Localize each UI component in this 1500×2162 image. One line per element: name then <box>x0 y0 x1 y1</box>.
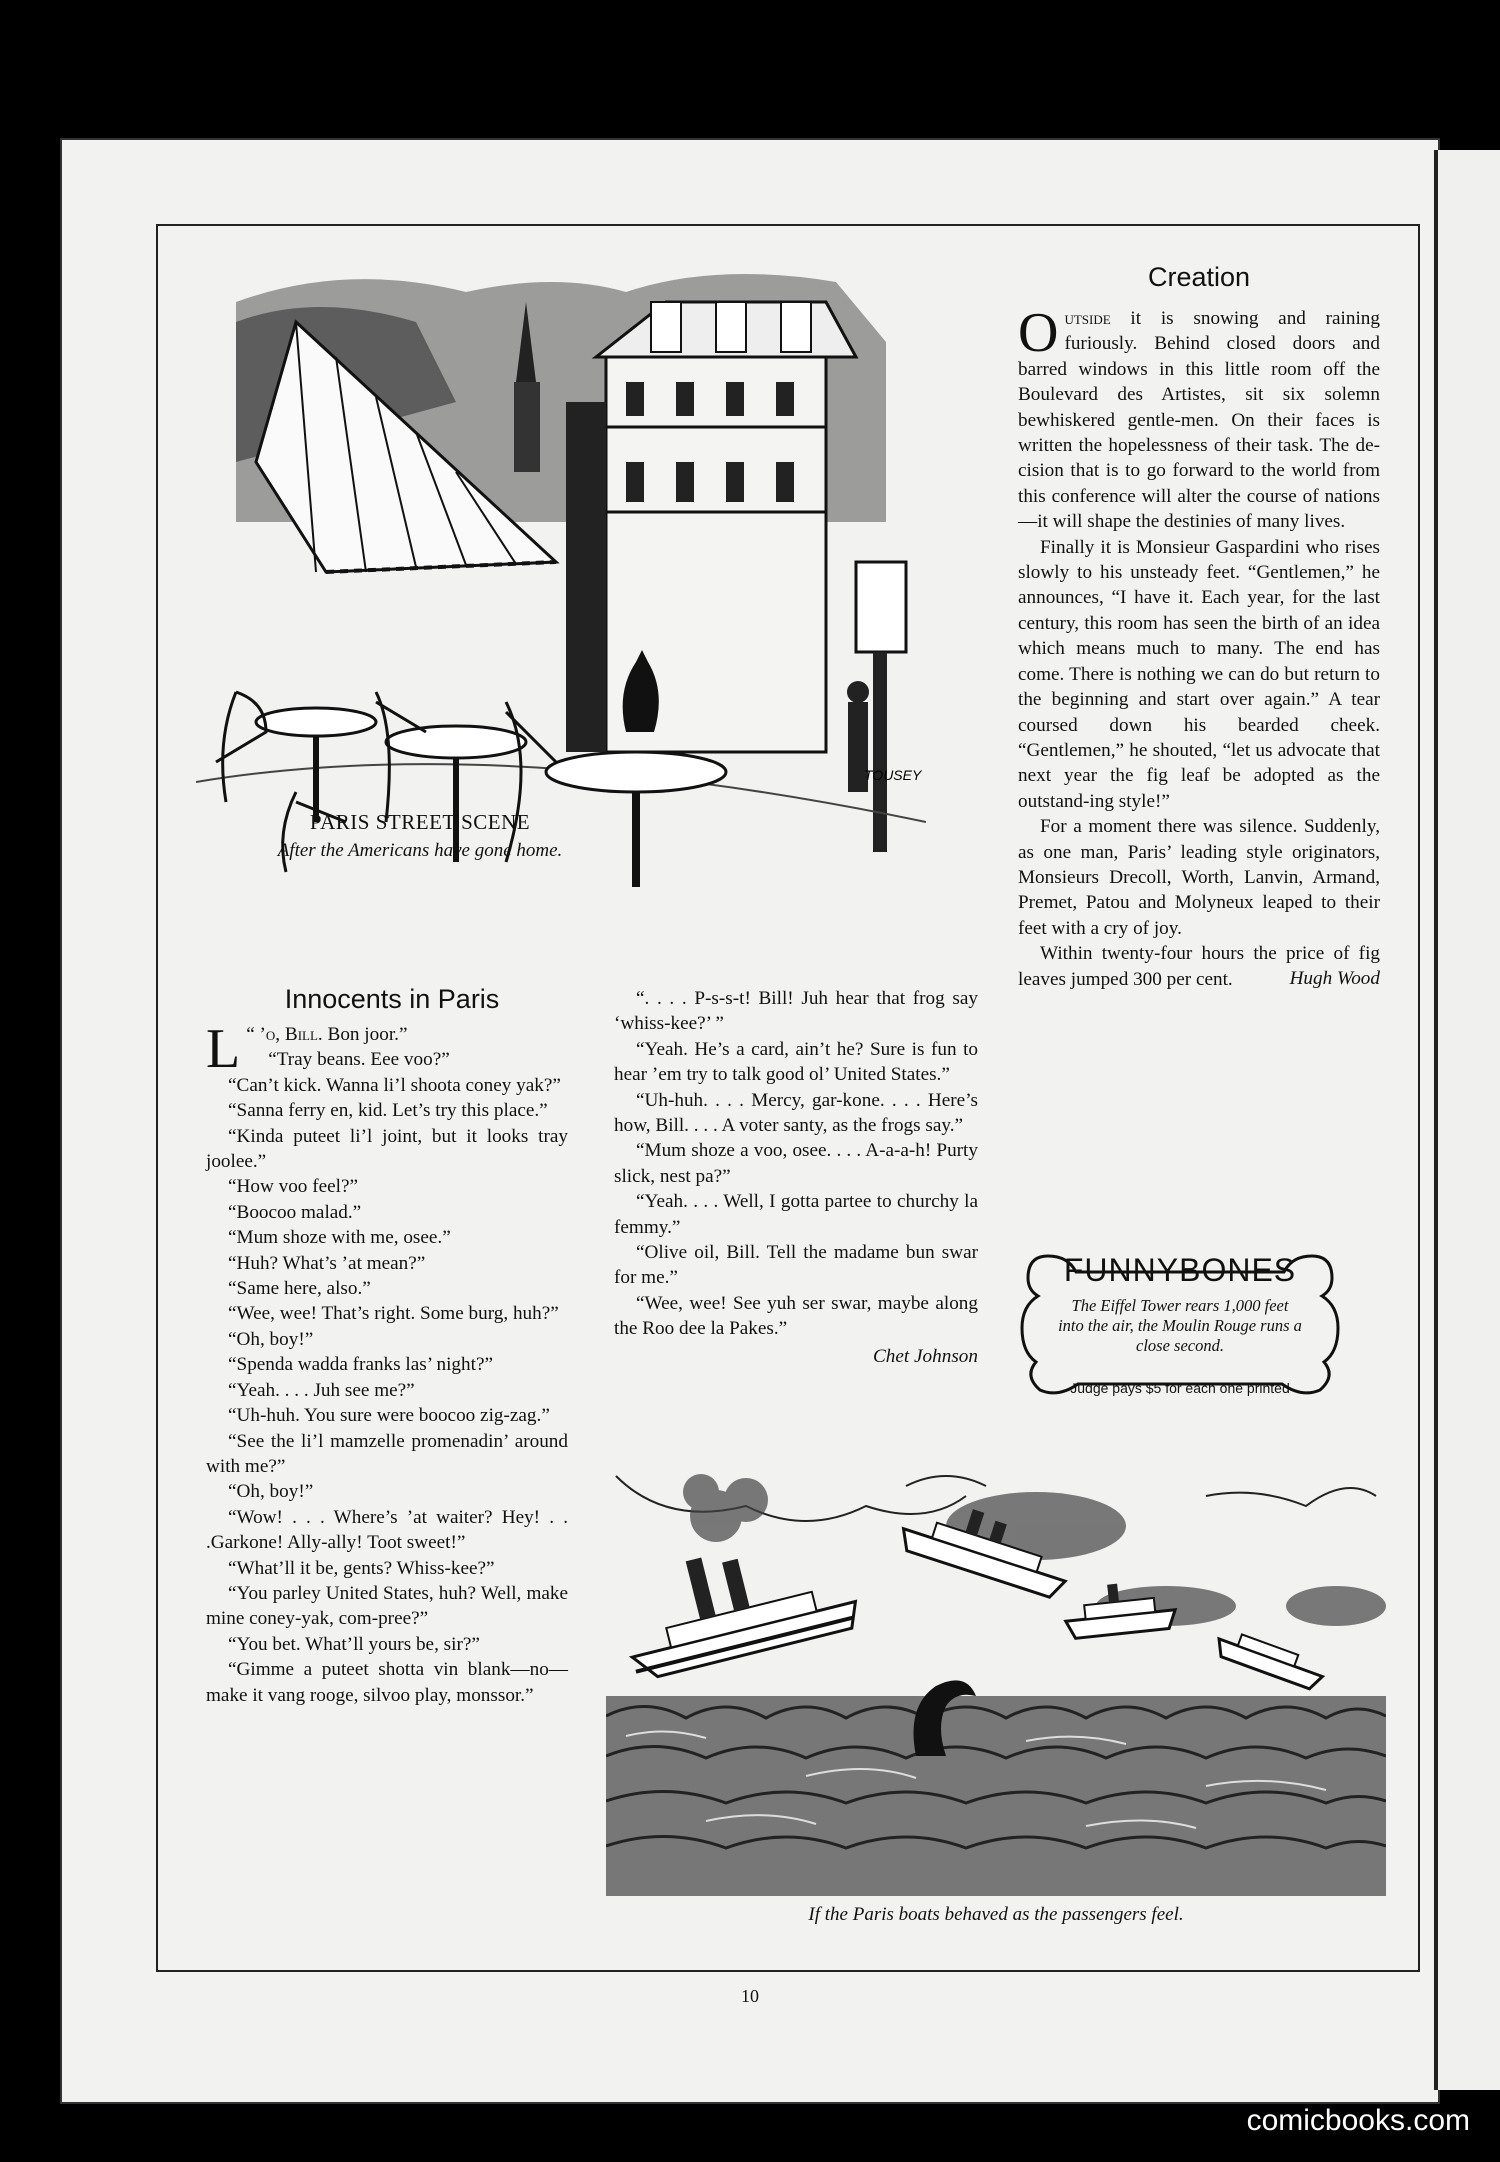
innocents-author: Chet Johnson <box>873 1345 978 1367</box>
innocents-title: Innocents in Paris <box>284 984 500 1014</box>
innocents-col1-paragraph: “Wow! . . . Where’s ’at waiter? Hey! . . .Garkone! Ally-ally! Toot sweet!” <box>206 1506 568 1554</box>
boats-caption: If the Paris boats behaved as the passengers feel. <box>808 1904 1184 1925</box>
innocents-col1-paragraph: “Kinda puteet li’l joint, but it looks tray joolee.” <box>206 1125 568 1173</box>
innocents-col1-paragraph: “Oh, boy!” <box>228 1481 314 1503</box>
innocents-col1-paragraphs <box>206 1047 568 1708</box>
innocents-col2-paragraph: “Mum shoze a voo, osee. . . . A-a-a-h! Purty slick, nest pa?” <box>614 1140 978 1187</box>
creation-column <box>1018 302 1380 991</box>
innocents-col2-paragraphs <box>614 986 978 1342</box>
innocents-column-2 <box>614 986 978 1369</box>
innocents-col2-paragraph: “Yeah. He’s a card, ain’t he? Sure is fun to hear ’em try to talk good ol’ United States.” <box>614 1038 978 1086</box>
street-scene-title: PARIS STREET SCENE <box>309 810 531 834</box>
facing-page-edge <box>1434 150 1500 2090</box>
street-scene-drawing <box>196 262 926 892</box>
page-number: 10 <box>741 1986 759 2006</box>
innocents-col1-paragraph: “How voo feel?” <box>228 1176 358 1198</box>
innocents-col1-paragraph: “Sanna ferry en, kid. Let’s try this place.” <box>228 1100 548 1122</box>
artist-signature: TOUSEY <box>864 767 922 783</box>
funnybones-joke: The Eiffel Tower rears 1,000 feet into the air, the Moulin Rouge runs a close second. <box>1058 1296 1302 1355</box>
creation-paragraph: For a moment there was silence. Suddenly, as one man, Paris’ leading style originators, Monsieurs Drecoll, Worth, Lanvin, Armand, Premet, Patou and Molyneux leaped to their feet with a cry of joy. <box>1018 816 1380 939</box>
innocents-col2-paragraph: “. . . . P-s-s-t! Bill! Juh hear that frog say ‘whiss-kee?’ ” <box>614 988 978 1035</box>
creation-lead: Outside it is snowing and raining furiously. Behind closed doors and barred windows in this little room off the Boulevard des Artistes, sit six solemn bewhiskered gentle-men. On their faces is written the hopelessness of their task. The de-cision that is to go forward to the world from this conference will alter the course of nations—it will shape the destinies of many lives. <box>1018 302 1380 533</box>
innocents-col1-paragraph: “Same here, also.” <box>228 1278 371 1300</box>
funnybones-footer: Judge pays $5 for each one printed <box>1070 1380 1290 1396</box>
funnybones-title: FUNNYBONES <box>1063 1252 1297 1288</box>
innocents-col2-paragraph: “Wee, wee! See yuh ser swar, maybe along the Roo dee la Pakes.” <box>614 1292 978 1340</box>
innocents-col1-paragraph: “Huh? What’s ’at mean?” <box>228 1252 426 1274</box>
creation-title: Creation <box>1147 262 1251 292</box>
creation-dropcap: O <box>1018 302 1059 364</box>
innocents-col1-paragraph: “Mum shoze with me, osee.” <box>228 1227 451 1249</box>
innocents-col1-paragraph: “Can’t kick. Wanna li’l shoota coney yak?” <box>228 1074 561 1096</box>
street-scene-subtitle: After the Americans have gone home. <box>277 840 563 861</box>
innocents-column-1 <box>206 1018 568 1708</box>
innocents-col1-paragraph: “You parley United States, huh? Well, make mine coney-yak, com-pree?” <box>206 1582 568 1630</box>
innocents-col1-paragraph: “You bet. What’ll yours be, sir?” <box>228 1633 480 1655</box>
site-watermark: comicbooks.com <box>1246 2104 1470 2137</box>
innocents-col2-paragraph: “Yeah. . . . Well, I gotta partee to churchy la femmy.” <box>614 1191 978 1238</box>
innocents-col1-paragraph: “Yeah. . . . Juh see me?” <box>228 1379 415 1401</box>
innocents-col1-paragraph: “What’ll it be, gents? Whiss-kee?” <box>228 1557 495 1579</box>
innocents-col1-paragraph: “Uh-huh. You sure were boocoo zig-zag.” <box>228 1405 550 1427</box>
innocents-col1-paragraph: “See the li’l mamzelle promenadin’ around with me?” <box>206 1430 568 1477</box>
innocents-lead: “ ’ L o, Bill. Bon joor.” <box>206 1018 408 1080</box>
paris-boats-illustration <box>606 1456 1386 1896</box>
creation-paragraph: Finally it is Monsieur Gaspardini who rises slowly to his unsteady feet. “Gentlemen,” he announces, “I have it. Each year, for the last century, this room has seen the birth of an idea which means much to many. The end has come. There is nothing we can do but return to the beginning and start over again.” A tear coursed down his bearded cheek. “Gentlemen,” he shouted, “let us advocate that next year the fig leaf be adopted as the outstand-ing style!” <box>1018 536 1380 812</box>
innocents-col1-paragraph: “Gimme a puteet shotta vin blank—no—make it vang rooge, silvoo play, monssor.” <box>206 1659 568 1706</box>
funnybones-box <box>1018 1244 1342 1400</box>
creation-paragraph: Within twenty-four hours the price of fig leaves jumped 300 per cent. <box>1018 943 1380 990</box>
paris-street-scene-illustration <box>196 262 926 892</box>
innocents-col2-paragraph: “Uh-huh. . . . Mercy, gar-kone. . . . Here’s how, Bill. . . . A voter santy, as the frogs say.” <box>614 1089 978 1137</box>
innocents-dropcap: L <box>206 1018 241 1080</box>
innocents-col1-paragraph: “Tray beans. Eee voo?” <box>268 1049 450 1071</box>
innocents-col1-paragraph: “Wee, wee! That’s right. Some burg, huh?” <box>228 1303 559 1325</box>
creation-paragraphs <box>1018 535 1380 992</box>
creation-author: Hugh Wood <box>1289 967 1380 989</box>
innocents-col1-paragraph: “Boocoo malad.” <box>228 1201 362 1223</box>
boats-drawing <box>606 1456 1386 1896</box>
innocents-col1-paragraph: “Oh, boy!” <box>228 1328 314 1350</box>
innocents-col2-paragraph: “Olive oil, Bill. Tell the madame bun swar for me.” <box>614 1242 978 1289</box>
innocents-col1-paragraph: “Spenda wadda franks las’ night?” <box>228 1354 493 1376</box>
